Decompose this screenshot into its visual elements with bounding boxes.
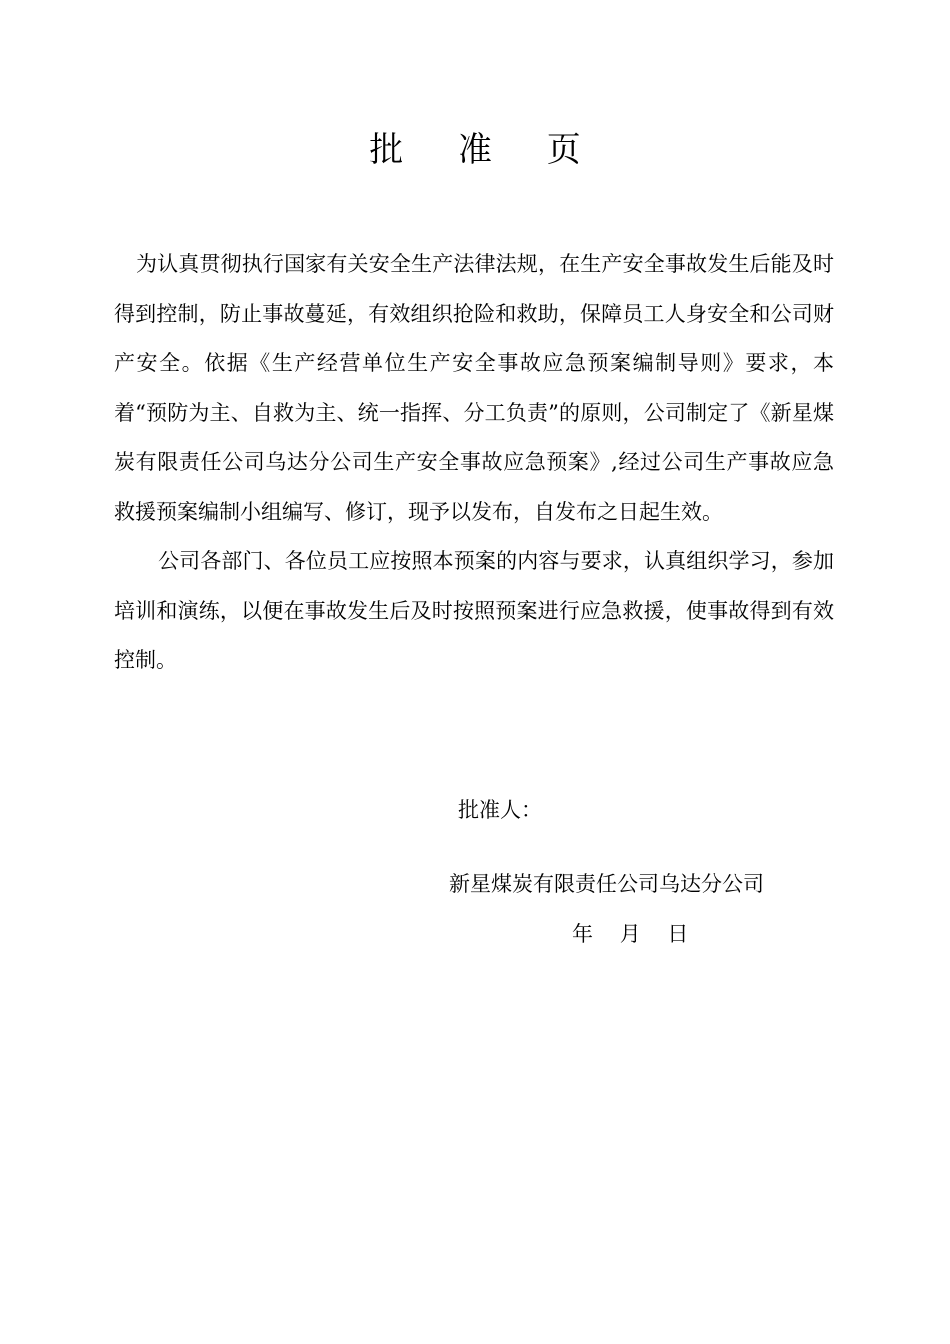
approver-label: 批准人： <box>458 798 542 822</box>
document-body <box>114 240 834 686</box>
paragraph-purpose: 为认真贯彻执行国家有关安全生产法律法规，在生产安全事故发生后能及时得到控制，防止事故蔓延，有效组织抢险和救助，保障员工人身安全和公司财产安全。依据《生产经营单位生产安全事故应急预案编制导则》要求，本着“预防为主、自救为主、统一指挥、分工负责”的原则，公司制定了《新星煤炭有限责任公司乌达分公司生产安全事故应急预案》,经过公司生产事故应急救援预案编制小组编写、修订，现予以发布，自发布之日起生效。 <box>114 252 834 524</box>
date-line: 年 月 日 <box>572 922 689 946</box>
page-title: 批 准 页 <box>369 130 603 170</box>
company-name: 新星煤炭有限责任公司乌达分公司 <box>449 872 764 896</box>
paragraph-requirements: 公司各部门、各位员工应按照本预案的内容与要求，认真组织学习，参加培训和演练，以便在事故发生后及时按照预案进行应急救援，使事故得到有效控制。 <box>114 549 834 672</box>
